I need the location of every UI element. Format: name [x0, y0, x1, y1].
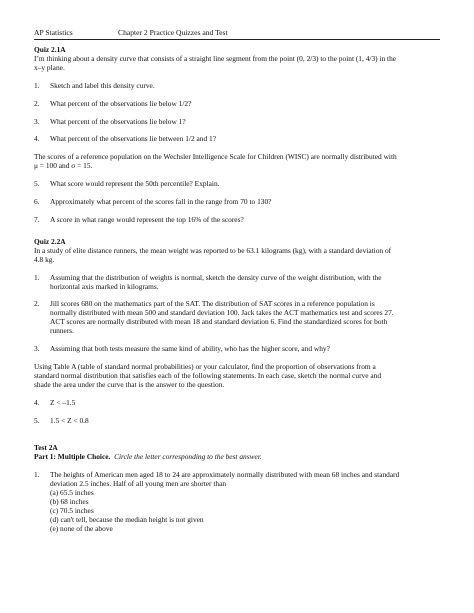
quiz-2-2a-question-1	[34, 274, 440, 292]
question-number: 4.	[34, 134, 40, 144]
quiz-2-1a-heading: Quiz 2.1A	[34, 45, 66, 54]
question-number: 7.	[34, 214, 40, 224]
quiz-2-2a-intro-line-1: In a study of elite distance runners, the mean weight was reported to be 63.1 kilograms (kg), with a standard deviation of	[34, 245, 392, 255]
quiz-2-1a-question-1	[34, 82, 440, 91]
question-text-line: ACT scores are normally distributed with mean 18 and standard deviation 6. Find the standardized scores for both	[50, 317, 388, 327]
question-text-line: Assuming that the distribution of weights is normal, sketch the density curve of the weight distribution, with the	[50, 272, 382, 282]
question-text: A score in what range would represent the top 16% of the scores?	[50, 214, 244, 224]
quiz-2-1a-question-2	[34, 100, 440, 109]
question-text: Assuming that both tests measure the same kind of ability, who has the higher score, and why?	[50, 344, 330, 354]
question-number: 4.	[34, 397, 40, 407]
quiz-2-2a-question-5	[34, 417, 440, 426]
question-text-line: horizontal axis marked in kilograms.	[50, 281, 159, 291]
question-number: 5.	[34, 179, 40, 189]
choice-c: (c) 70.5 inches	[50, 505, 94, 515]
quiz-2-1a-intro-line-1: I’m thinking about a density curve that consists of a straight line segment from the point (0, 2/3) to the point (1, 4/3) in the	[34, 53, 397, 63]
question-text: What percent of the observations lie below 1?	[50, 116, 186, 126]
quiz-2-2a-question-3	[34, 345, 440, 354]
test-2a-heading: Test 2A	[34, 443, 58, 453]
quiz-2-1a-question-7	[34, 216, 440, 225]
question-text-line: runners.	[50, 326, 75, 336]
test-2a-part-1-line	[34, 453, 440, 462]
quiz-2-1a-question-5	[34, 180, 440, 189]
question-number: 2.	[34, 98, 40, 108]
question-text-line: The heights of American men aged 18 to 24 are approximately normally distributed with mean 68 inches and standard	[50, 470, 400, 480]
question-text: Z < –1.5	[50, 397, 76, 407]
question-number: 6.	[34, 197, 40, 207]
wisc-intro-line-2: μ = 100 and σ = 15.	[34, 161, 93, 171]
page-content	[34, 46, 440, 534]
part-1-label: Part 1: Multiple Choice.	[34, 452, 111, 462]
quiz-2-2a-intro-line-2: 4.8 kg.	[34, 254, 55, 264]
question-number: 5.	[34, 415, 40, 425]
quiz-2-2a-heading: Quiz 2.2A	[34, 236, 66, 246]
choice-e: (e) none of the above	[50, 523, 113, 533]
quiz-2-1a-question-4	[34, 135, 440, 144]
quiz-2-2a-question-2	[34, 300, 440, 336]
header-rule	[34, 39, 440, 40]
choice-d: (d) can't tell, because the median height is not given	[50, 514, 204, 524]
test-2a-question-1	[34, 471, 440, 533]
course-name: AP Statistics	[34, 28, 73, 37]
question-number: 1.	[34, 272, 40, 282]
question-text-line: normally distributed with mean 500 and standard deviation 100. Jack takes the ACT mathematics test and scores 27.	[50, 308, 394, 318]
question-text: What score would represent the 50th percentile? Explain.	[50, 179, 220, 189]
choice-a: (a) 65.5 inches	[50, 488, 94, 498]
table-a-instructions-line-2: standard normal distribution that satisfies each of the following statements. In each case, sketch the normal curve and	[34, 370, 382, 380]
quiz-2-1a-question-6	[34, 198, 440, 207]
question-text: 1.5 < Z < 0.8	[50, 415, 89, 425]
question-number: 1.	[34, 80, 40, 90]
question-text: Sketch and label this density curve.	[50, 80, 155, 90]
part-1-instruction: Circle the letter corresponding to the best answer.	[114, 452, 262, 462]
quiz-2-1a-question-3	[34, 118, 440, 127]
choice-b: (b) 68 inches	[50, 497, 89, 506]
question-number: 3.	[34, 344, 40, 354]
page-header	[34, 29, 440, 41]
wisc-intro-line-1: The scores of a reference population on the Wechsler Intelligence Scale for Children (WISC) are normally distributed with	[34, 152, 397, 162]
table-a-instructions-line-1: Using Table A (table of standard normal probabilities) or your calculator, find the proportion of observations from a	[34, 361, 376, 371]
question-text: Approximately what percent of the scores fall in the range from 70 to 130?	[50, 197, 272, 207]
question-text-line: Jill scores 680 on the mathematics part of the SAT. The distribution of SAT scores in a reference population is	[50, 299, 375, 309]
table-a-instructions-line-3: shade the area under the curve that is the answer to the question.	[34, 379, 225, 389]
document-title: Chapter 2 Practice Quizzes and Test	[118, 28, 228, 37]
quiz-2-2a-question-4	[34, 399, 440, 408]
question-number: 3.	[34, 116, 40, 126]
question-number: 1.	[34, 470, 40, 480]
question-text: What percent of the observations lie below 1/2?	[50, 98, 192, 108]
question-text: What percent of the observations lie between 1/2 and 1?	[50, 134, 217, 144]
question-number: 2.	[34, 299, 40, 309]
quiz-2-1a-intro-line-2: x–y plane.	[34, 62, 65, 72]
question-text-line: deviation 2.5 inches. Half of all young men are shorter than	[50, 479, 227, 489]
